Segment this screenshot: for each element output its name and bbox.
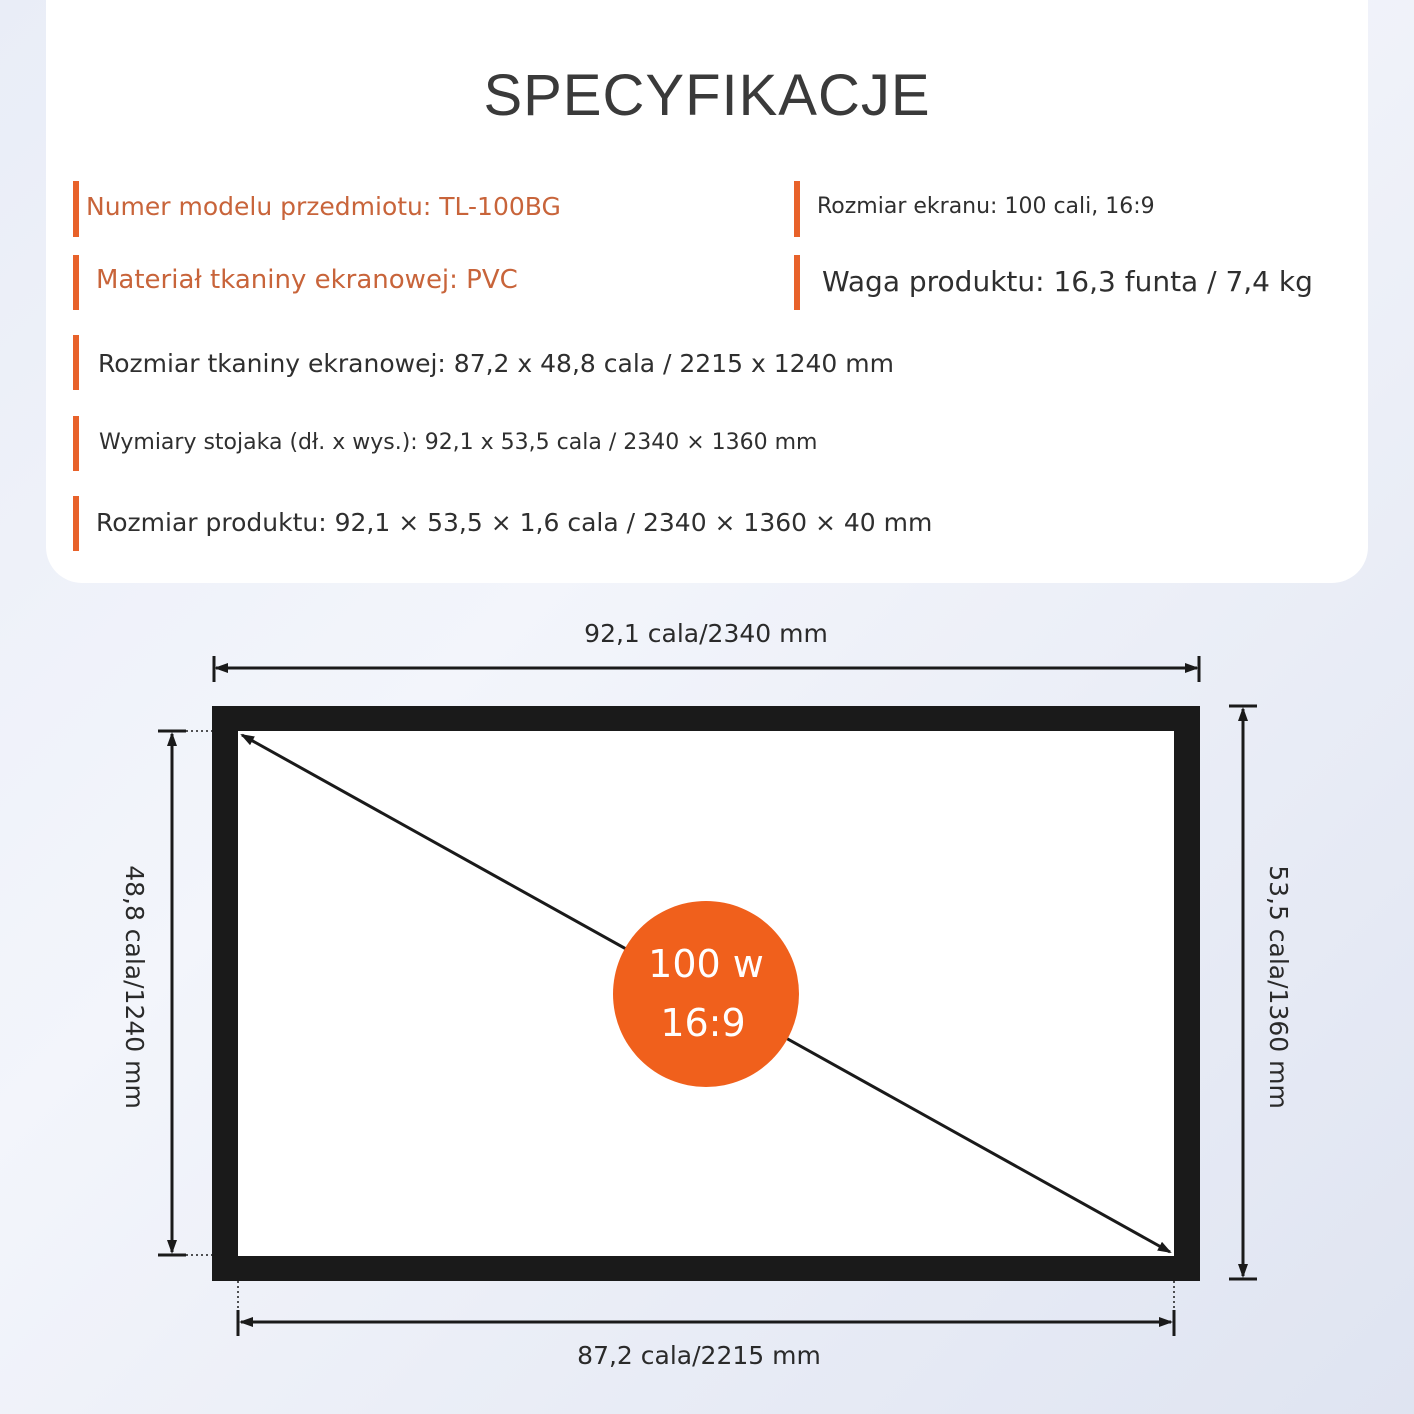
- spec-product-size-text: Rozmiar produktu: 92,1 × 53,5 × 1,6 cala / 2340 × 1360 × 40 mm: [96, 508, 933, 537]
- bottom-width-label: 87,2 cala/2215 mm: [577, 1341, 821, 1370]
- badge-ratio-text: 16:9: [660, 1001, 746, 1045]
- screen-size-badge: [613, 901, 799, 1087]
- badge-diagonal-text: 100 w: [648, 942, 764, 986]
- page-title: SPECYFIKACJE: [483, 63, 931, 128]
- spec-weight-text: Waga produktu: 16,3 funta / 7,4 kg: [822, 265, 1313, 298]
- right-height-label: 53,5 cala/1360 mm: [1264, 865, 1293, 1109]
- top-width-label: 92,1 cala/2340 mm: [584, 619, 828, 648]
- spec-model-text: Numer modelu przedmiotu: TL-100BG: [86, 192, 561, 221]
- spec-screen-size-text: Rozmiar ekranu: 100 cali, 16:9: [817, 194, 1155, 219]
- spec-fabric-size-text: Rozmiar tkaniny ekranowej: 87,2 x 48,8 cala / 2215 x 1240 mm: [98, 349, 894, 378]
- spec-material-text: Materiał tkaniny ekranowej: PVC: [96, 265, 518, 295]
- left-height-label: 48,8 cala/1240 mm: [120, 865, 149, 1109]
- spec-stand-dimensions-text: Wymiary stojaka (dł. x wys.): 92,1 x 53,5 cala / 2340 × 1360 mm: [99, 430, 818, 455]
